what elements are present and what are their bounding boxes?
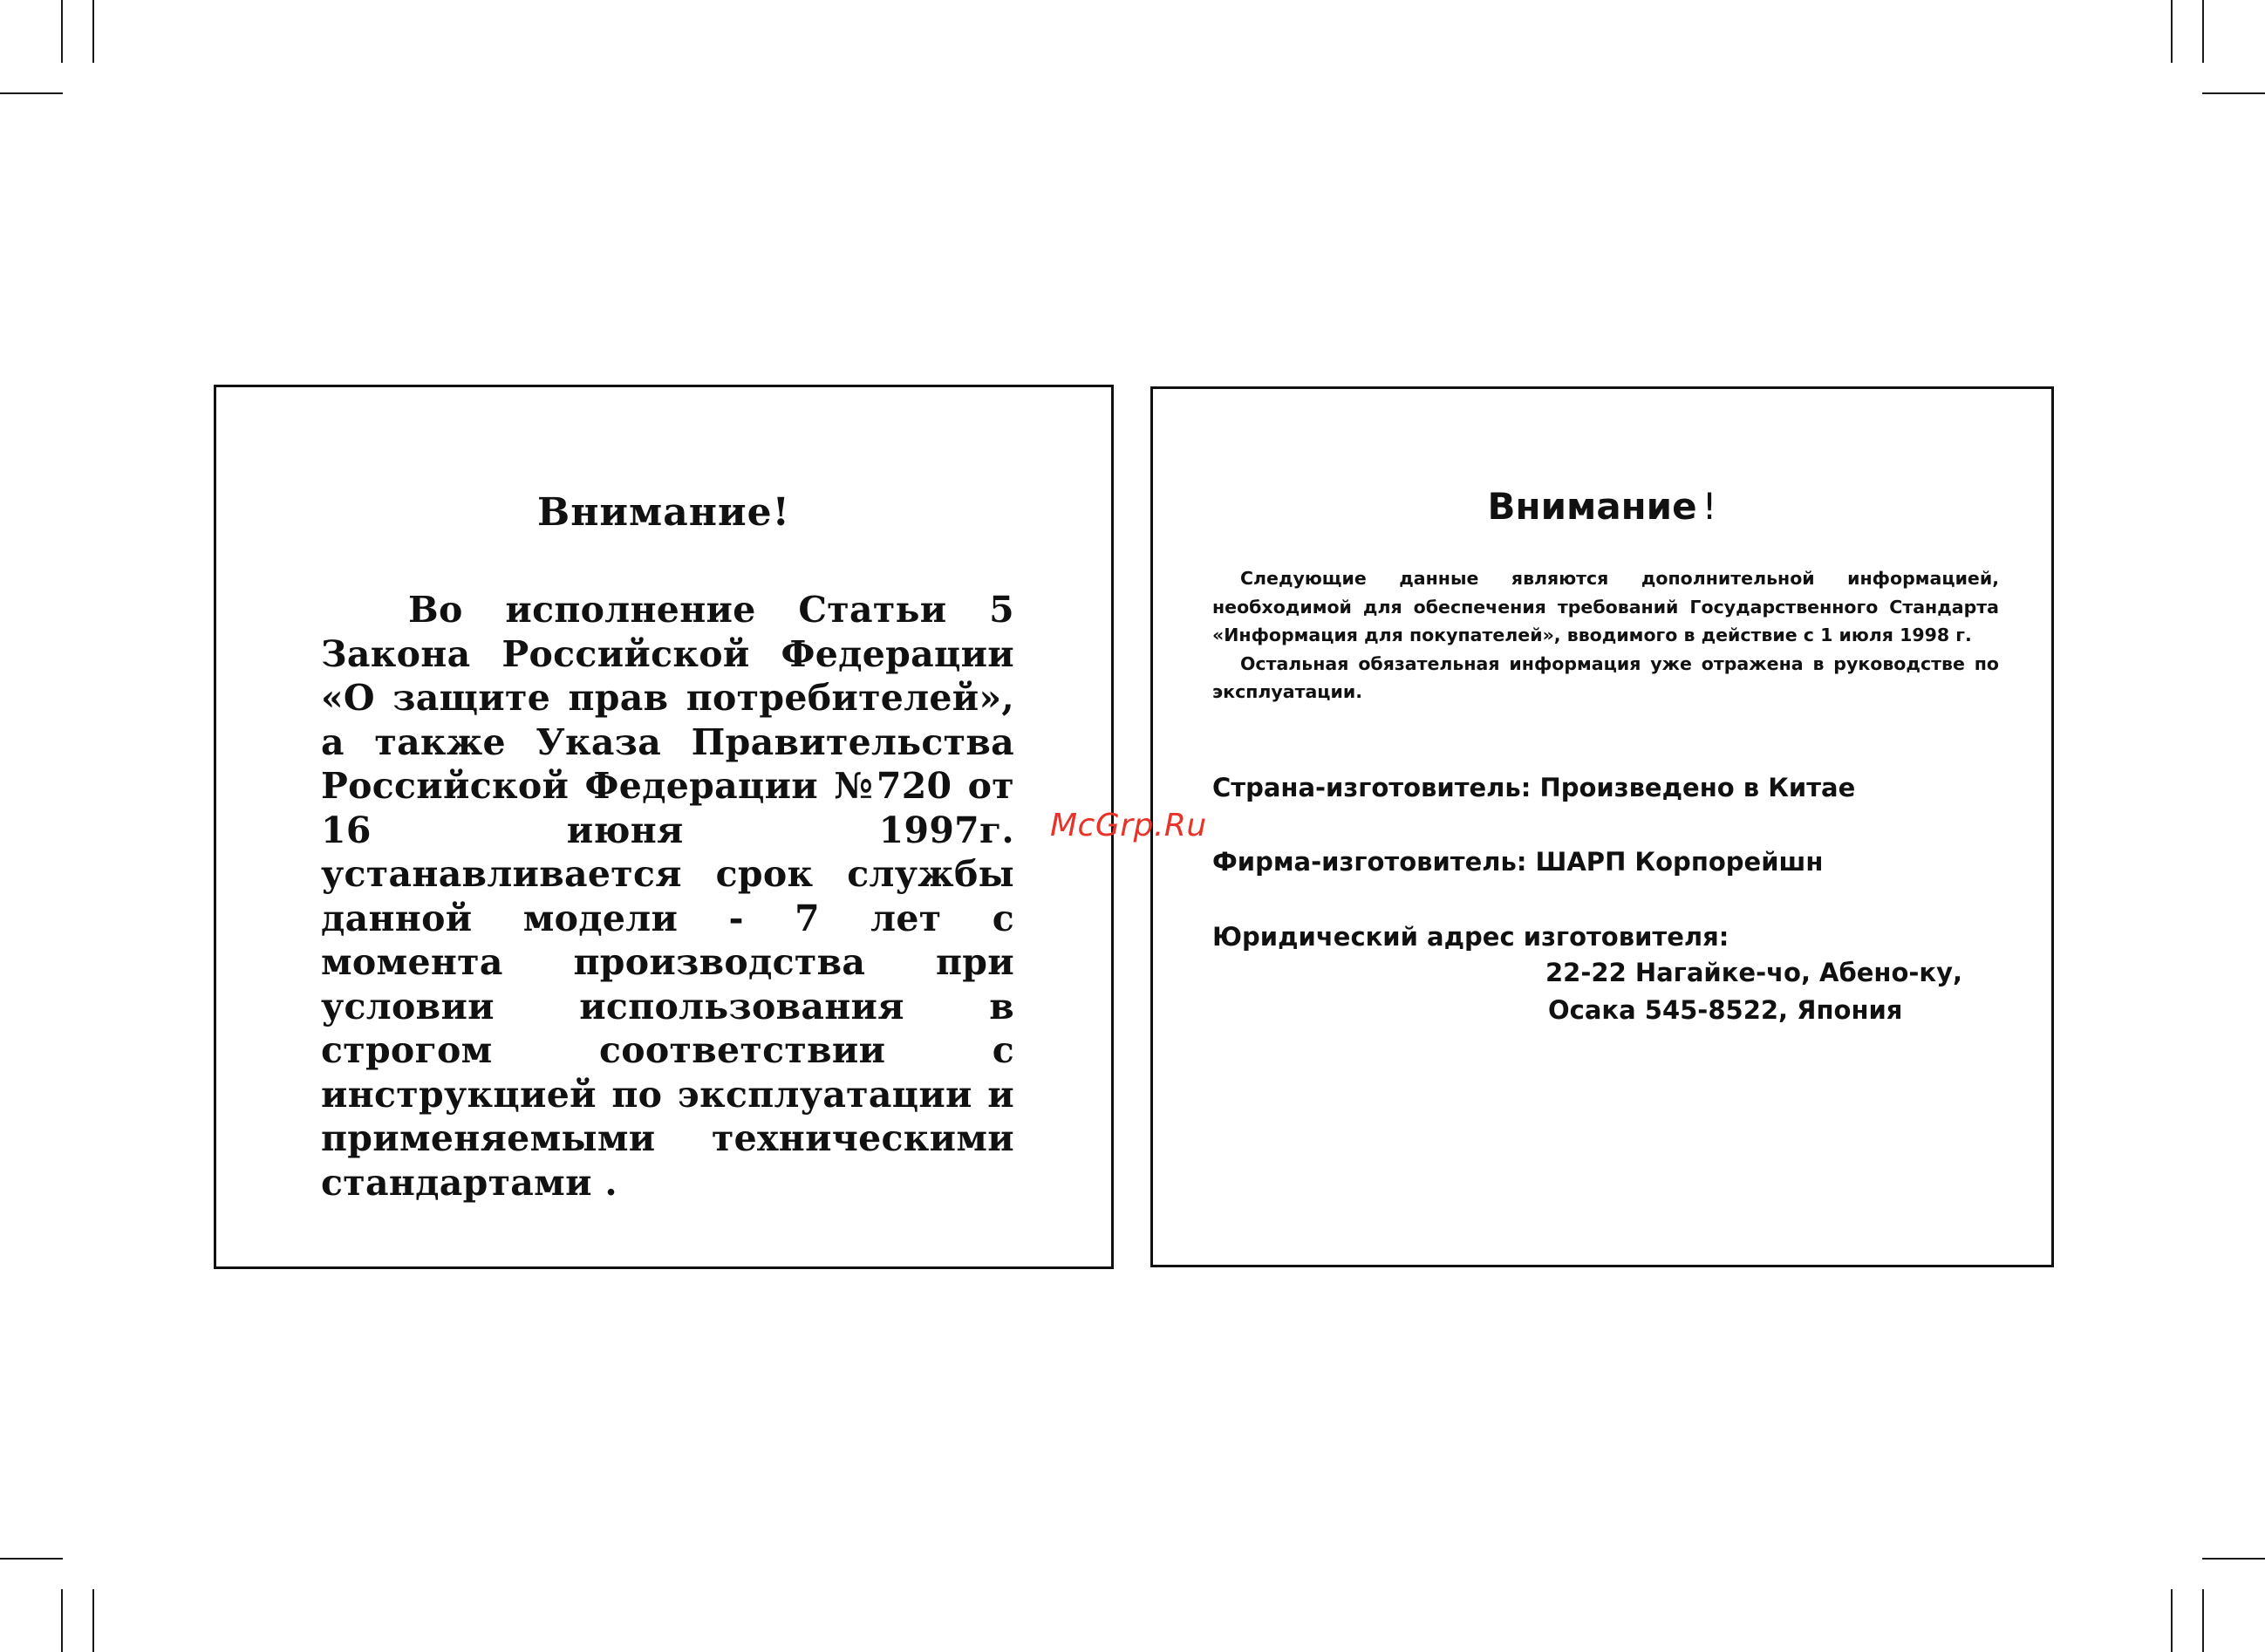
manufacturer-name: Фирма-изготовитель: ШАРП Корпорейшн xyxy=(1212,847,1824,877)
info-title-text: Внимание xyxy=(1487,485,1697,528)
crop-mark-top-right-h xyxy=(2202,92,2265,94)
address-line-1: 22-22 Нагайке-чо, Абено-ку, xyxy=(1545,958,1963,987)
info-title xyxy=(1153,485,2051,528)
crop-mark-top-left-v xyxy=(61,0,63,63)
info-paragraph-2: Остальная обязательная информация уже отражена в руководстве по эксплуатации. xyxy=(1212,652,1999,702)
country-of-origin: Страна-изготовитель: Произведено в Китае xyxy=(1212,773,1856,802)
address-line-2: Осака 545-8522, Япония xyxy=(1548,995,1903,1025)
crop-mark-bottom-left-v xyxy=(61,1589,63,1652)
crop-mark-bottom-right-v2 xyxy=(2202,1589,2204,1652)
info-title-mark: ! xyxy=(1702,485,1717,528)
info-paragraph-1: Следующие данные являются дополнительной информацией, необходимой для обеспечения требований Государственного Стандарта «Информация для покупателей», вводимого в действие с 1 июля 1998 г. xyxy=(1212,568,1999,645)
crop-mark-bottom-left-v2 xyxy=(92,1589,94,1652)
crop-mark-top-left-h xyxy=(0,92,63,94)
service-life-text: Во исполнение Статьи 5 Закона Российской Федерации «О защите прав потребителей», а также Указа Правительства Российской Федерации №720 от 16 июня 1997г. устанавливается срок службы данной модели - 7 лет с момента производства при условии использования в строгом соответствии с инструкцией по эксплуатации и применяемыми техническими стандартами . xyxy=(321,589,1014,1204)
crop-mark-top-left-v2 xyxy=(92,0,94,63)
manufacturer-info-panel xyxy=(1150,386,2054,1267)
crop-mark-top-right-v xyxy=(2171,0,2173,63)
crop-mark-bottom-left-h xyxy=(0,1558,63,1560)
crop-mark-bottom-right-h xyxy=(2202,1558,2265,1560)
crop-mark-top-right-v2 xyxy=(2202,0,2204,63)
address-label: Юридический адрес изготовителя: xyxy=(1212,922,1729,952)
site-watermark: McGrp.Ru xyxy=(1050,808,1207,843)
warranty-notice-panel xyxy=(214,385,1114,1269)
notice-title: Внимание! xyxy=(537,490,790,535)
info-paragraphs xyxy=(1212,564,1999,707)
crop-mark-bottom-right-v xyxy=(2171,1589,2173,1652)
